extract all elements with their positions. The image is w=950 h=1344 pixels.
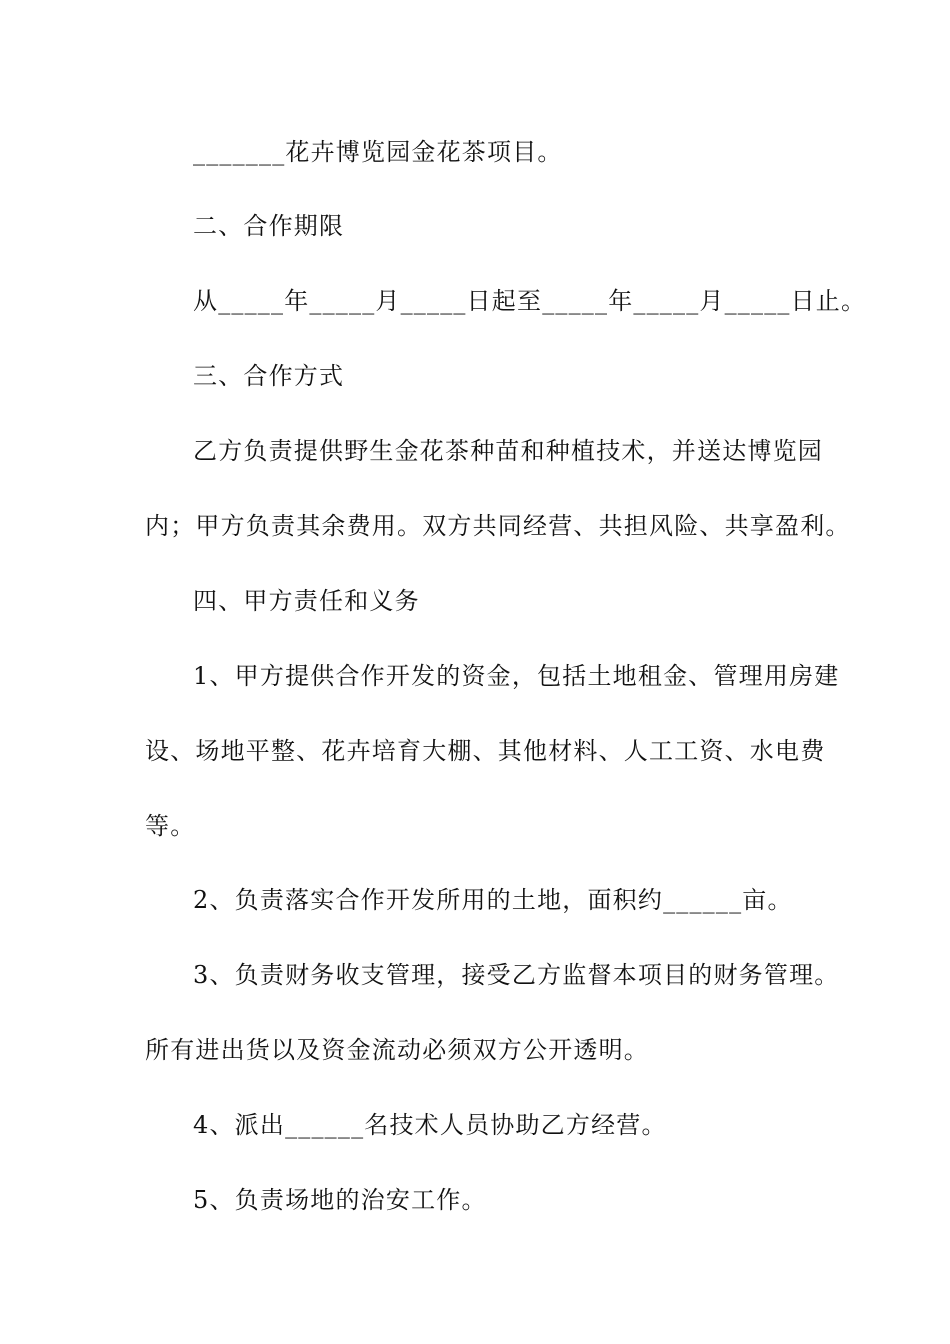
- paragraph-project-name: _______花卉博览园金花茶项目。: [193, 138, 563, 166]
- clause-5: 5、负责场地的治安工作。: [193, 1186, 487, 1214]
- section-heading-cooperation-method: 三、合作方式: [193, 362, 345, 390]
- clause-2: 2、负责落实合作开发所用的土地，面积约______亩。: [193, 886, 793, 914]
- clause-4: 4、派出______名技术人员协助乙方经营。: [193, 1111, 667, 1139]
- clause-1-line-1: 1、甲方提供合作开发的资金，包括土地租金、管理用房建: [193, 662, 840, 690]
- clause-1-line-3: 等。: [145, 812, 196, 840]
- section-heading-party-a-duties: 四、甲方责任和义务: [193, 587, 420, 615]
- clause-3-line-2: 所有进出货以及资金流动必须双方公开透明。: [145, 1036, 649, 1064]
- clause-3-line-1: 3、负责财务收支管理，接受乙方监督本项目的财务管理。: [193, 961, 840, 989]
- paragraph-method-line-1: 乙方负责提供野生金花茶种苗和种植技术，并送达博览园: [193, 437, 823, 465]
- section-heading-cooperation-period: 二、合作期限: [193, 212, 345, 240]
- paragraph-period-dates: 从_____年_____月_____日起至_____年_____月_____日止。: [193, 287, 867, 315]
- clause-1-line-2: 设、场地平整、花卉培育大棚、其他材料、人工工资、水电费: [145, 737, 826, 765]
- paragraph-method-line-2: 内；甲方负责其余费用。双方共同经营、共担风险、共享盈利。: [145, 512, 851, 540]
